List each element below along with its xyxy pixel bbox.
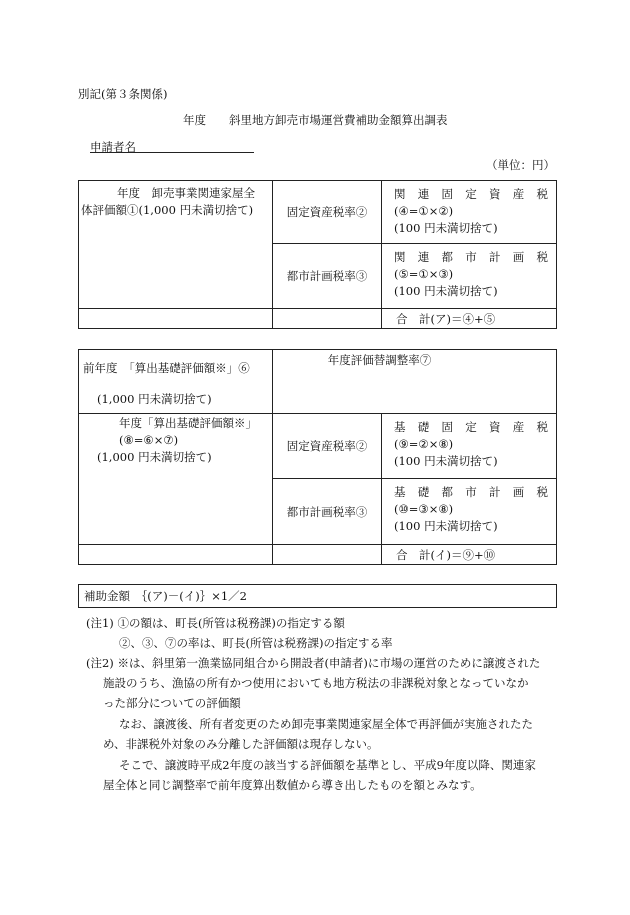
title-char: 税: [536, 420, 548, 434]
fixed-asset-rate-label: 固定資産税率②: [286, 205, 368, 219]
prior-year-base-cell: [79, 350, 273, 414]
subsidy-label: 補助金額 ｛(ア)－(イ)｝×1／2: [84, 589, 247, 603]
base-fixed-asset-tax-title-text: [394, 419, 548, 436]
related-fixed-asset-tax-title: [394, 186, 548, 203]
adjustment-rate-label: 年度評価替調整率⑦: [327, 353, 432, 367]
title-char: 税: [536, 485, 548, 499]
table1-blank-cell: [79, 309, 273, 329]
subsidy-box: [78, 584, 557, 608]
current-year-base-note: (1,000 円未満切捨て): [97, 450, 212, 464]
related-city-planning-tax-formula: (⑤=①×③): [394, 267, 454, 281]
applicant-name-line: [90, 152, 254, 153]
city-planning-rate-label-2: 都市計画税率③: [286, 504, 368, 519]
prior-year-base-label: 前年度 「算出基礎評価額※」⑥: [83, 361, 250, 375]
title-char: 連: [417, 187, 430, 201]
related-fixed-asset-tax-cell: [382, 181, 557, 244]
title-char: 画: [512, 485, 525, 499]
title-char: 税: [536, 250, 548, 264]
related-fixed-asset-tax-formula: (④=①×②): [394, 204, 454, 218]
title-char: 固: [441, 187, 453, 201]
current-year-base-formula: (⑧=⑥×⑦): [119, 433, 179, 447]
prior-year-base-note: (1,000 円未満切捨て): [97, 392, 212, 406]
title-char: 市: [465, 485, 477, 499]
title-char: 産: [512, 187, 525, 201]
base-city-planning-tax-title-text: [394, 484, 548, 501]
title-char: 基: [394, 420, 406, 434]
note-1-line-1: (注1) ①の額は、町長(所管は税務課)の指定する額: [86, 616, 345, 630]
table2-blank-cell: [79, 545, 273, 565]
current-year-base-cell: [79, 414, 273, 545]
title-char: 税: [536, 187, 548, 201]
attachment-label: 別記(第３条関係): [78, 87, 168, 101]
title-char: 固: [441, 420, 453, 434]
title-char: 関: [394, 187, 406, 201]
fixed-asset-rate-label-2: 固定資産税率②: [286, 439, 368, 453]
base-city-planning-tax-formula: (⑩=③×⑧): [394, 502, 454, 516]
title-char: 都: [441, 485, 453, 499]
total-a-label: 合 計(ア)＝④+⑤: [396, 311, 496, 326]
note-2-line-5: め、非課税外対象のみ分離した評価額は現存しない。: [103, 737, 379, 751]
note-2-line-4: なお、譲渡後、所有者変更のため卸売事業関連家屋全体で再評価が実施されたた: [119, 717, 533, 731]
base-fixed-asset-tax-title: [394, 419, 548, 436]
title-char: 資: [489, 420, 501, 434]
applicant-name-label: 申請者名: [90, 140, 136, 154]
base-city-planning-tax-title: [394, 484, 548, 501]
city-planning-rate-cell-2: [273, 479, 382, 545]
total-i-label: 合 計(イ)＝⑨+⑩: [396, 547, 496, 562]
related-city-planning-tax-title: [394, 249, 548, 266]
title-char: 計: [489, 250, 501, 264]
total-assessment-cell: [79, 181, 273, 309]
title-char: 定: [465, 420, 477, 434]
title-char: 資: [489, 187, 501, 201]
related-city-planning-tax-cell: [382, 244, 557, 309]
title-char: 基: [394, 485, 406, 499]
related-city-planning-tax-note: (100 円未満切捨て): [394, 284, 498, 298]
total-i-cell: [382, 545, 557, 565]
table1-total-blank-cell: [273, 309, 382, 329]
table2-total-blank-cell: [273, 545, 382, 565]
total-assessment-label-2: 体評価額①(1,000 円未満切捨て): [81, 203, 254, 217]
title-char: 都: [441, 250, 453, 264]
related-fixed-asset-tax-title-text: [394, 186, 548, 203]
title-char: 計: [489, 485, 501, 499]
fixed-asset-rate-cell: [273, 181, 382, 244]
city-planning-rate-cell: [273, 244, 382, 309]
title-char: 市: [465, 250, 477, 264]
title-char: 関: [394, 250, 406, 264]
note-2-line-2: 施設のうち、漁協の所有かつ使用においても地方税法の非課税対象となっていなか: [103, 676, 529, 690]
current-year-base-label: 年度「算出基礎評価額※」: [119, 416, 257, 430]
base-tax-table: [78, 349, 557, 565]
title-char: 産: [512, 420, 525, 434]
note-2-line-7: 屋全体と同じ調整率で前年度算出数値から導き出したものを額とみなす。: [103, 778, 482, 792]
unit-label: （単位：円）: [486, 158, 555, 172]
title-char: 連: [417, 250, 430, 264]
note-2-line-1: (注2) ※は、斜里第一漁業協同組合から開設者(申請者)に市場の運営のために譲渡された: [86, 656, 541, 670]
fixed-asset-rate-cell-2: [273, 414, 382, 479]
note-2-line-3: った部分についての評価額: [103, 696, 241, 710]
note-2-line-6: そこで、譲渡時平成2年度の該当する評価額を基準とし、平成9年度以降、関連家: [119, 758, 536, 772]
page-title: 年度 斜里地方卸売市場運営費補助金額算出調表: [183, 113, 448, 127]
title-char: 画: [512, 250, 525, 264]
total-assessment-label-1: 年度 卸売事業関連家屋全: [117, 186, 255, 200]
total-a-cell: [382, 309, 557, 329]
title-char: 礎: [417, 485, 430, 499]
base-fixed-asset-tax-formula: (⑨=②×⑧): [394, 437, 454, 451]
title-char: 礎: [417, 420, 430, 434]
base-city-planning-tax-note: (100 円未満切捨て): [394, 519, 498, 533]
base-city-planning-tax-cell: [382, 479, 557, 545]
related-tax-table: [78, 180, 557, 329]
related-fixed-asset-tax-note: (100 円未満切捨て): [394, 221, 498, 235]
related-city-planning-tax-title-text: [394, 249, 548, 266]
city-planning-rate-label: 都市計画税率③: [286, 269, 368, 283]
note-1-line-2: ②、③、⑦の率は、町長(所管は税務課)の指定する率: [119, 636, 393, 650]
base-fixed-asset-tax-note: (100 円未満切捨て): [394, 454, 498, 468]
adjustment-rate-cell: [273, 350, 557, 414]
title-char: 定: [465, 187, 477, 201]
base-fixed-asset-tax-cell: [382, 414, 557, 479]
